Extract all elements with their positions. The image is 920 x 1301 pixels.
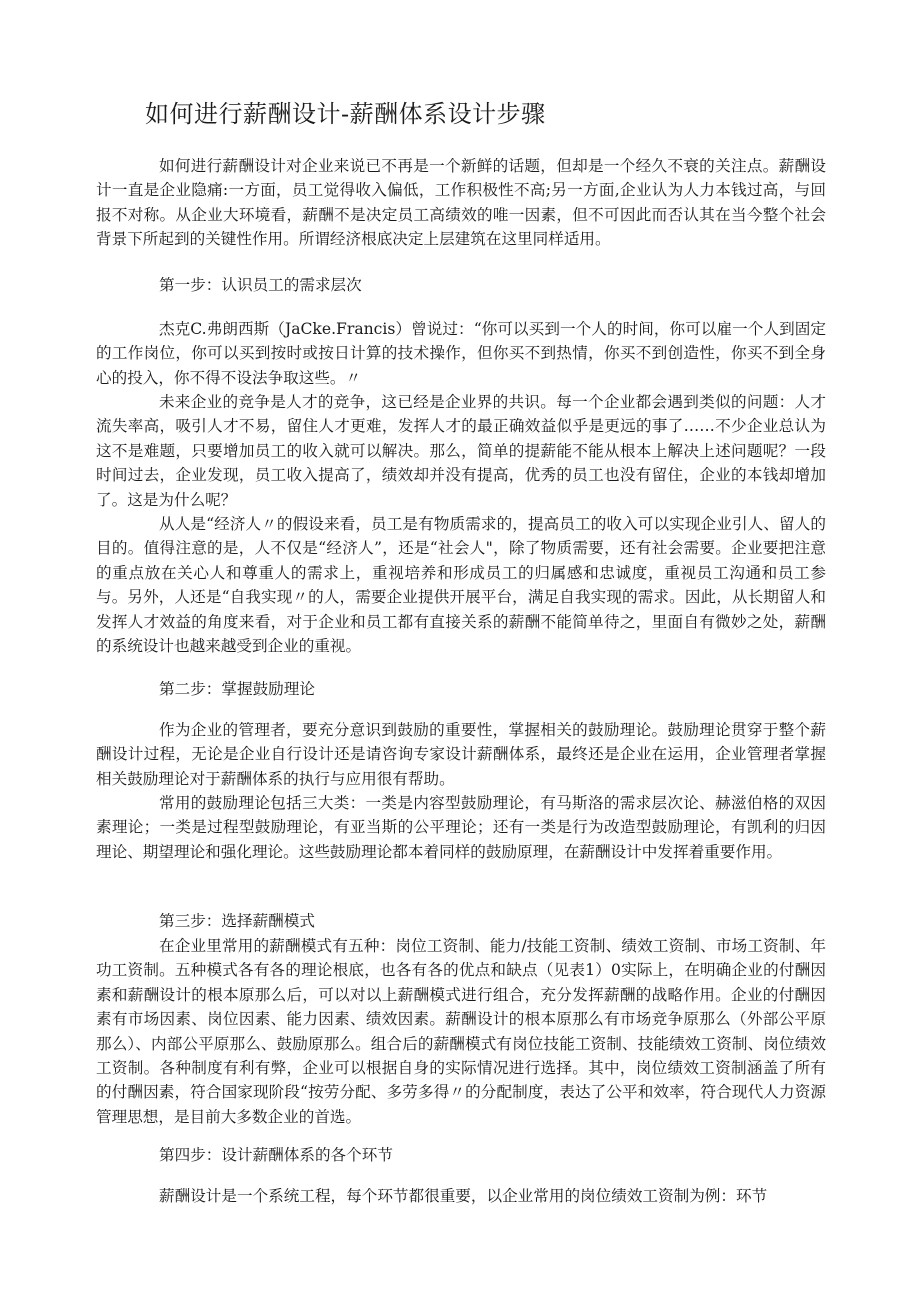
step2-paragraph-2: 常用的鼓励理论包括三大类：一类是内容型鼓励理论，有马斯洛的需求层次论、赫滋伯格的双因素理论；一类是过程型鼓励理论，有亚当斯的公平理论；还有一类是行为改造型鼓励理论，有凯利的归因理论、期望理论和强化理论。这些鼓励理论都本着同样的鼓励原理，在薪酬设计中发挥着重要作用。 <box>96 794 826 861</box>
step1-paragraph-1: 杰克C.弗朗西斯（JaCke.Francis）曾说过：“你可以买到一个人的时间，你可以雇一个人到固定的工作岗位，你可以买到按时或按日计算的技术操作，但你买不到热情，你买不到创造性，你买不到全身心的投入，你不得不设法争取这些。〃 <box>96 320 826 387</box>
step4-heading: 第四步：设计薪酬体系的各个环节 <box>159 1146 393 1164</box>
step2-paragraph-1: 作为企业的管理者，要充分意识到鼓励的重要性，掌握相关的鼓励理论。鼓励理论贯穿于整个薪酬设计过程，无论是企业自行设计还是请咨询专家设计薪酬体系，最终还是企业在运用，企业管理者掌握相关鼓励理论对于薪酬体系的执行与应用很有帮助。 <box>96 721 826 788</box>
step3-heading: 第三步：选择薪酬模式 <box>159 912 315 930</box>
step2-heading: 第二步：掌握鼓励理论 <box>159 680 315 698</box>
step1-paragraph-3: 从人是“经济人〃的假设来看，员工是有物质需求的，提高员工的收入可以实现企业引人、留人的目的。值得注意的是，人不仅是“经济人”，还是“社会人"，除了物质需要，还有社会需要。企业要把注意的重点放在关心人和尊重人的需求上，重视培养和形成员工的归属感和忠诚度，重视员工沟通和员工参与。另外，人还是“自我实现〃的人，需要企业提供开展平台，满足自我实现的需求。因此，从长期留人和发挥人才效益的角度来看，对于企业和员工都有直接关系的薪酬不能简单待之，里面自有微妙之处，薪酬的系统设计也越来越受到企业的重视。 <box>96 515 826 656</box>
step3-paragraph-1: 在企业里常用的薪酬模式有五种：岗位工资制、能力/技能工资制、绩效工资制、市场工资制、年功工资制。五种模式各有各的理论根底，也各有各的优点和缺点（见表1）0实际上，在明确企业的付酬因素和薪酬设计的根本原那么后，可以对以上薪酬模式进行组合，充分发挥薪酬的战略作用。企业的付酬因素有市场因素、岗位因素、能力因素、绩效因素。薪酬设计的根本原那么有市场竞争原那么（外部公平原那么）、内部公平原那么、鼓励原那么。组合后的薪酬模式有岗位技能工资制、技能绩效工资制、岗位绩效工资制。各种制度有利有弊，企业可以根据自身的实际情况进行选择。其中，岗位绩效工资制涵盖了所有的付酬因素，符合国家现阶段“按劳分配、多劳多得〃的分配制度，表达了公平和效率，符合现代人力资源管理思想，是目前大多数企业的首选。 <box>96 937 826 1126</box>
step1-paragraph-2: 未来企业的竞争是人才的竞争，这已经是企业界的共识。每一个企业都会遇到类似的问题：人才流失率高，吸引人才不易，留住人才更难，发挥人才的最正确效益似乎是更远的事了……不少企业总认为这不是难题，只要增加员工的收入就可以解决。那么，简单的提薪能不能从根本上解决上述问题呢？一段时间过去，企业发现，员工收入提高了，绩效却并没有提高，优秀的员工也没有留住，企业的本钱却增加了。这是为什么呢？ <box>96 393 826 509</box>
step1-heading: 第一步：认识员工的需求层次 <box>159 276 362 294</box>
step4-paragraph-1: 薪酬设计是一个系统工程，每个环节都很重要，以企业常用的岗位绩效工资制为例：环节 <box>159 1187 768 1205</box>
intro-paragraph: 如何进行薪酬设计对企业来说已不再是一个新鲜的话题，但却是一个经久不衰的关注点。薪酬设计一直是企业隐痛:一方面，员工觉得收入偏低，工作积极性不高;另一方面,企业认为人力本钱过高，与回报不对称。从企业大环境看，薪酬不是决定员工高绩效的唯一因素，但不可因此而否认其在当今整个社会背景下所起到的关键性作用。所谓经济根底决定上层建筑在这里同样适用。 <box>96 157 826 249</box>
document-title: 如何进行薪酬设计-薪酬体系设计步骤 <box>145 100 546 128</box>
